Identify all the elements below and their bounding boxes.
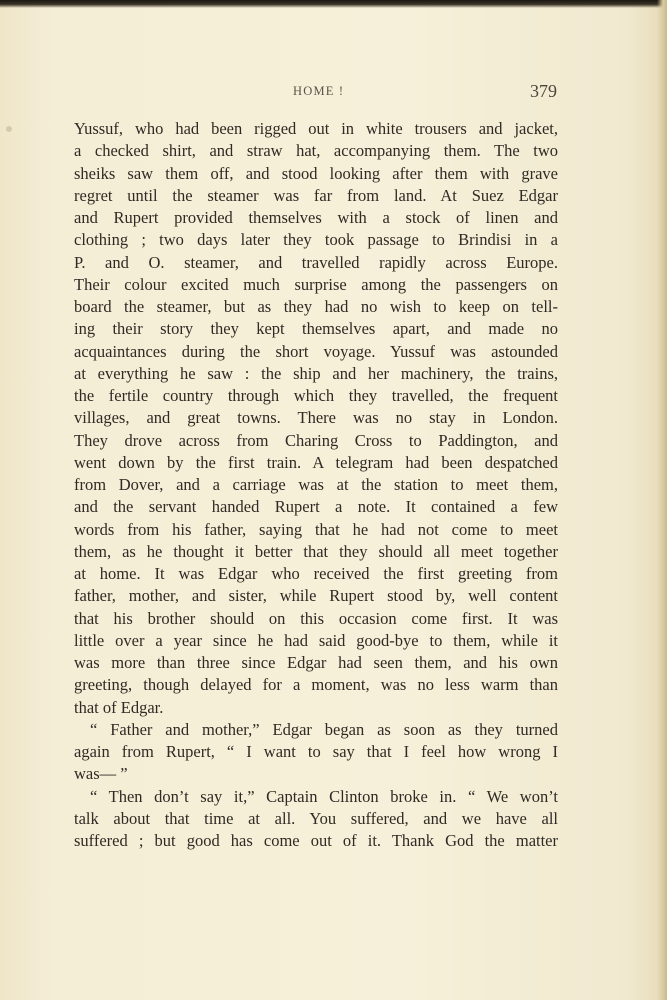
text-line: Their colour excited much surprise among the passengers on	[74, 274, 558, 294]
running-title: HOME !	[293, 84, 345, 98]
text-line: a checked shirt, and straw hat, accompanying them. The two	[74, 141, 558, 161]
text-line: words from his father, saying that he had not come to meet	[74, 519, 558, 539]
paper-spot	[6, 126, 12, 132]
text-line: went down by the first train. A telegram had been despatched	[74, 452, 558, 472]
text-line: “ Father and mother,” Edgar began as soon as they turned	[90, 719, 558, 739]
body-text	[74, 118, 558, 852]
text-line: clothing ; two days later they took passage to Brindisi in a	[74, 230, 558, 250]
text-line: ing their story they kept themselves apart, and made no	[74, 319, 558, 339]
text-line: villages, and great towns. There was no stay in London.	[74, 408, 558, 428]
text-line: “ Then don’t say it,” Captain Clinton broke in. “ We won’t	[90, 786, 558, 806]
text-line: regret until the steamer was far from land. At Suez Edgar	[74, 185, 558, 205]
text-line: at everything he saw : the ship and her machinery, the trains,	[74, 363, 558, 383]
page-right-edge	[657, 0, 667, 1000]
text-line: and the servant handed Rupert a note. It contained a few	[74, 497, 558, 517]
text-line: board the steamer, but as they had no wish to keep on tell-	[74, 297, 558, 316]
text-line: sheiks saw them off, and stood looking after them with grave	[74, 163, 558, 183]
text-line: father, mother, and sister, while Rupert stood by, well content	[74, 586, 558, 606]
text-line: greeting, though delayed for a moment, was no less warm than	[74, 675, 558, 695]
running-head	[0, 81, 667, 104]
text-line: suffered ; but good has come out of it. Thank God the matter	[74, 831, 558, 850]
text-line: little over a year since he had said good-bye to them, while it	[74, 630, 558, 650]
text-line: They drove across from Charing Cross to Paddington, and	[74, 430, 558, 450]
text-line: the fertile country through which they travelled, the frequent	[74, 386, 558, 405]
text-line: acquaintances during the short voyage. Yussuf was astounded	[74, 341, 558, 361]
text-line: that his brother should on this occasion come first. It was	[74, 608, 558, 628]
text-line: talk about that time at all. You suffered, and we have all	[74, 808, 558, 828]
text-line: them, as he thought it better that they should all meet together	[74, 541, 558, 561]
text-line: from Dover, and a carriage was at the station to meet them,	[74, 475, 558, 494]
text-line: and Rupert provided themselves with a stock of linen and	[74, 208, 558, 227]
text-line: again from Rupert, “ I want to say that I feel how wrong I	[74, 742, 558, 761]
page-top-shadow	[0, 0, 667, 8]
text-line: P. and O. steamer, and travelled rapidly across Europe.	[74, 252, 558, 272]
text-line: Yussuf, who had been rigged out in white trousers and jacket,	[74, 119, 558, 138]
text-line: that of Edgar.	[74, 697, 164, 717]
page-number: 379	[530, 81, 557, 101]
text-line: was more than three since Edgar had seen them, and his own	[74, 653, 558, 672]
text-line: at home. It was Edgar who received the first greeting from	[74, 564, 558, 583]
text-line: was— ”	[74, 764, 128, 784]
